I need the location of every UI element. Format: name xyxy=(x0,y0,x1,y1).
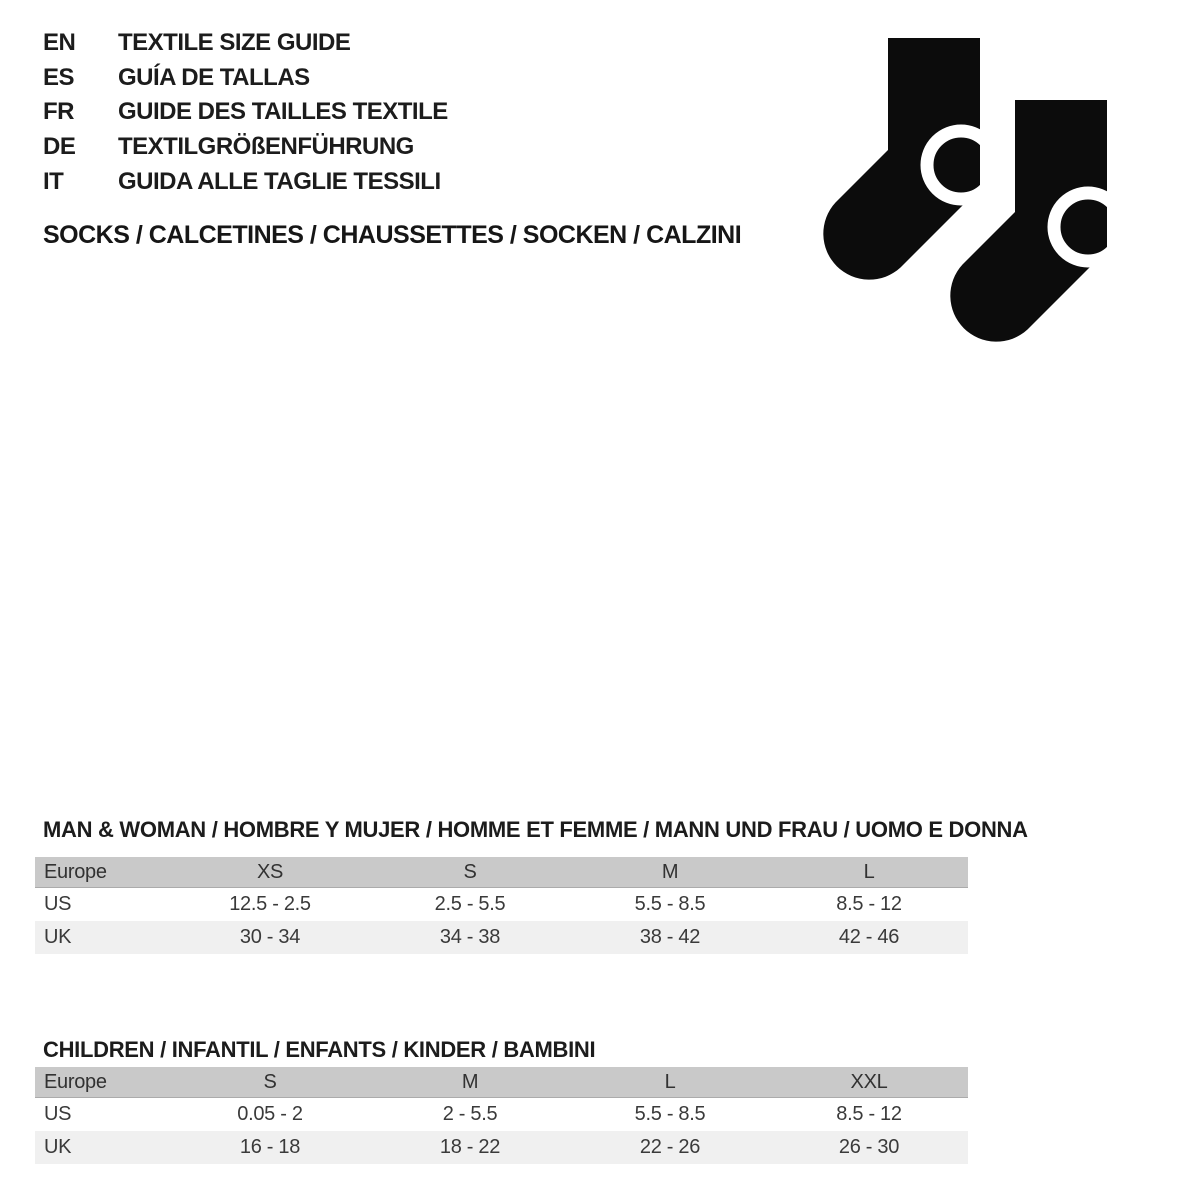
header-cell-size: L xyxy=(664,1070,676,1093)
man-woman-table-title: MAN & WOMAN / HOMBRE Y MUJER / HOMME ET FEMME / MANN UND FRAU / UOMO E DONNA xyxy=(43,817,1028,842)
header-cell-region: Europe xyxy=(44,1070,107,1093)
row-label: UK xyxy=(44,926,72,948)
size-cell: 26 - 30 xyxy=(838,1136,900,1158)
header-cell-size: S xyxy=(263,1070,277,1093)
children-table-title: CHILDREN / INFANTIL / ENFANTS / KINDER / BAMBINI xyxy=(43,1037,596,1062)
row-label: US xyxy=(44,1103,72,1125)
table-row-us xyxy=(35,888,968,921)
size-cell: 5.5 - 8.5 xyxy=(634,893,706,915)
lang-code: IT xyxy=(43,167,64,195)
table-row-us xyxy=(35,1098,968,1131)
size-cell: 38 - 42 xyxy=(639,926,701,948)
lang-row-it xyxy=(43,164,448,199)
lang-code: EN xyxy=(43,29,76,57)
header-cell-size: L xyxy=(863,860,875,883)
lang-row-es xyxy=(43,61,448,96)
table-row-uk xyxy=(35,921,968,954)
language-title-block xyxy=(43,26,448,199)
size-cell: 5.5 - 8.5 xyxy=(634,1103,706,1125)
header-cell-size: S xyxy=(463,860,477,883)
lang-label: GUIDE DES TAILLES TEXTILE xyxy=(118,98,448,126)
lang-label: TEXTILE SIZE GUIDE xyxy=(118,29,351,57)
lang-label: GUÍA DE TALLAS xyxy=(118,63,310,91)
table-header-row xyxy=(35,1067,968,1098)
table-row-uk xyxy=(35,1131,968,1164)
size-cell: 18 - 22 xyxy=(439,1136,501,1158)
man-woman-size-table xyxy=(35,857,968,954)
lang-code: DE xyxy=(43,133,76,161)
size-cell: 22 - 26 xyxy=(639,1136,701,1158)
size-cell: 8.5 - 12 xyxy=(836,1103,902,1125)
table-header-row xyxy=(35,857,968,888)
socks-icon xyxy=(822,38,1132,393)
size-cell: 12.5 - 2.5 xyxy=(229,893,311,915)
header-cell-size: M xyxy=(661,860,679,883)
size-cell: 8.5 - 12 xyxy=(836,893,902,915)
header-cell-region: Europe xyxy=(44,860,107,883)
size-cell: 34 - 38 xyxy=(439,926,501,948)
header-cell-size: XS xyxy=(256,860,284,883)
lang-row-de xyxy=(43,130,448,165)
lang-row-en xyxy=(43,26,448,61)
lang-row-fr xyxy=(43,95,448,130)
size-cell: 2 - 5.5 xyxy=(442,1103,498,1125)
lang-label: TEXTILGRÖßENFÜHRUNG xyxy=(118,133,414,161)
children-size-table xyxy=(35,1067,968,1164)
lang-label: GUIDA ALLE TAGLIE TESSILI xyxy=(118,167,441,195)
size-cell: 30 - 34 xyxy=(239,926,301,948)
sock-left xyxy=(823,38,995,280)
row-label: UK xyxy=(44,1136,72,1158)
lang-code: FR xyxy=(43,98,74,126)
product-category-line: SOCKS / CALCETINES / CHAUSSETTES / SOCKEN / CALZINI xyxy=(43,221,742,249)
header-cell-size: XXL xyxy=(850,1070,888,1093)
header-cell-size: M xyxy=(461,1070,479,1093)
size-cell: 16 - 18 xyxy=(239,1136,301,1158)
size-cell: 42 - 46 xyxy=(838,926,900,948)
lang-code: ES xyxy=(43,63,75,91)
size-cell: 2.5 - 5.5 xyxy=(434,893,506,915)
size-cell: 0.05 - 2 xyxy=(237,1103,303,1125)
row-label: US xyxy=(44,893,72,915)
